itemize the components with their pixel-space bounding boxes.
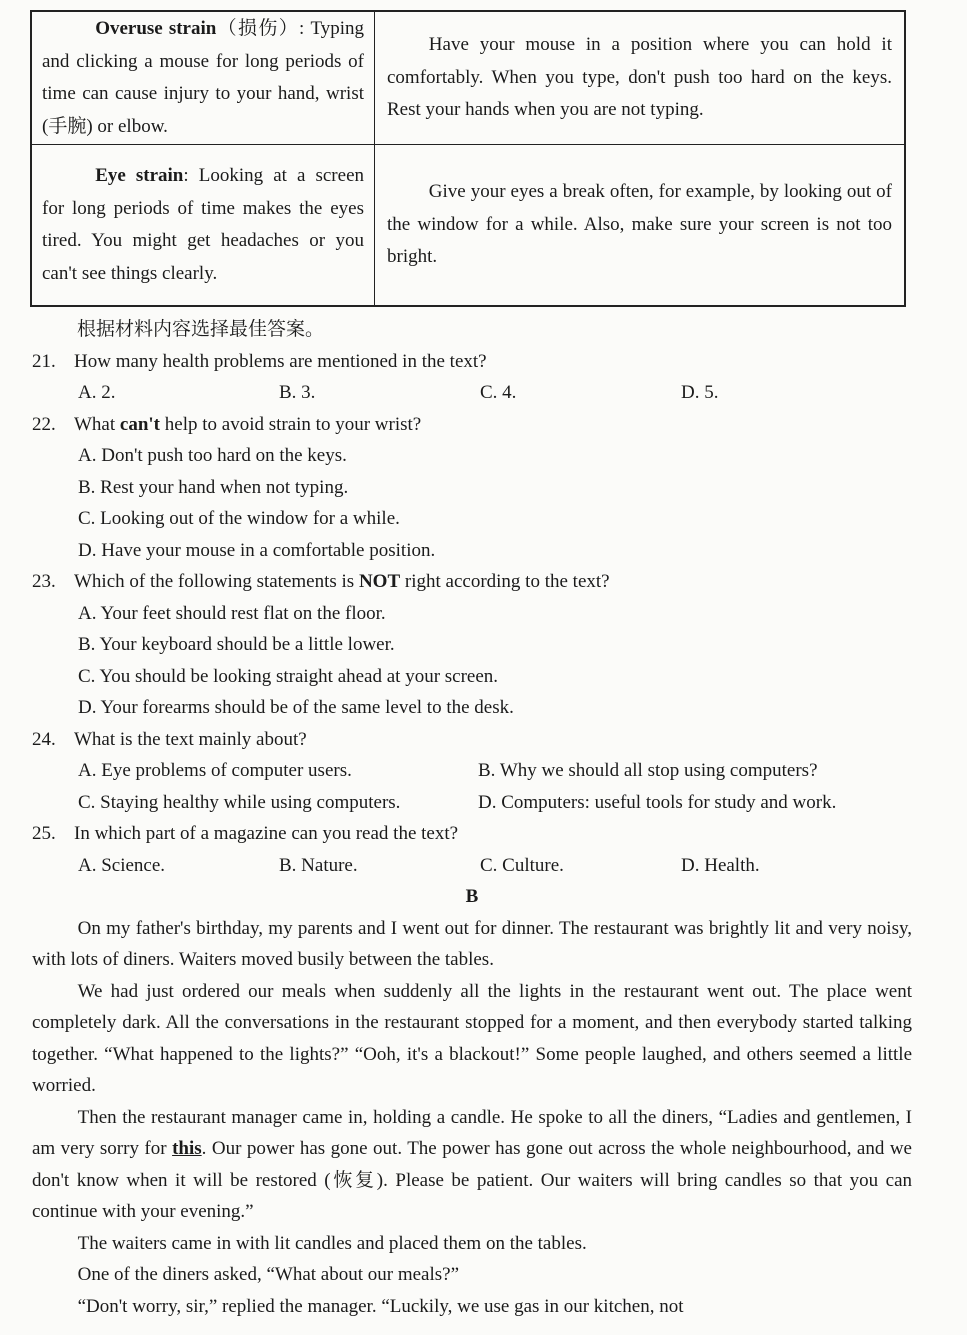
option[interactable]: D. 5. xyxy=(681,382,719,403)
option[interactable]: A. Science. xyxy=(78,854,166,876)
underlined-word: this xyxy=(172,1138,202,1159)
advice-text: Have your mouse in a position where you can hold it comfortably. When you type, don't push too hard on the keys. Rest your hands when you are not typing. xyxy=(387,34,892,121)
option[interactable]: B. Nature. xyxy=(279,854,358,876)
question-text: In which part of a magazine can you read the text? xyxy=(74,823,459,844)
table-row-overuse xyxy=(31,11,905,145)
options-24-row2 xyxy=(32,787,912,819)
question-22 xyxy=(32,409,912,441)
question-number: 21. xyxy=(32,350,56,372)
question-23 xyxy=(32,566,912,598)
question-text-post: help to avoid strain to your wrist? xyxy=(160,413,422,435)
question-number: 25. xyxy=(32,823,56,844)
table-row-eye xyxy=(31,145,905,307)
problem-text: Looking at a screen for long periods of time makes the eyes tired. You might get headaches or you can't see things clearly. xyxy=(42,165,365,284)
paragraph: One of the diners asked, “What about our meals?” xyxy=(77,1264,460,1285)
problem-cell xyxy=(31,11,375,145)
question-25 xyxy=(32,818,912,850)
options-21 xyxy=(32,377,912,409)
option[interactable]: C. You should be looking straight ahead at your screen. xyxy=(78,665,499,687)
option[interactable]: B. Your keyboard should be a little lower. xyxy=(78,634,395,655)
section-title: B xyxy=(465,886,479,907)
emphasis-word: can't xyxy=(119,413,161,435)
paragraph-text: . Our power has gone out. The power has gone out across the whole neighbourhood, and we don't know when it will be restored (恢复). Please be patient. Our waiters will bring candles so that you can continue with your evening.” xyxy=(32,1138,912,1222)
instruction: 根据材料内容选择最佳答案。 xyxy=(77,319,325,340)
question-24 xyxy=(32,724,912,756)
question-number: 24. xyxy=(32,728,56,750)
option[interactable]: B. 3. xyxy=(279,382,316,403)
option[interactable]: B. Why we should all stop using computers? xyxy=(478,760,818,781)
option[interactable]: A. Eye problems of computer users. xyxy=(78,760,352,781)
term-suffix: : xyxy=(183,165,189,186)
problem-text: Typing and clicking a mouse for long periods of time can cause injury to your hand, wrist (手腕) or elbow. xyxy=(42,18,365,137)
paragraph-text: Then the restaurant manager came in, holding a candle. He spoke to all the diners, “Ladies and gentlemen, I am very sorry for xyxy=(32,1106,912,1159)
options-25 xyxy=(32,850,912,882)
option[interactable]: C. 4. xyxy=(480,382,517,403)
questions-area xyxy=(32,314,912,1322)
question-number: 23. xyxy=(32,571,56,592)
term-suffix: （损伤）: xyxy=(216,18,305,39)
term-label: Overuse strain xyxy=(95,18,217,39)
option[interactable]: B. Rest your hand when not typing. xyxy=(78,476,349,498)
paragraph: On my father's birthday, my parents and I went out for dinner. The restaurant was brightly lit and very noisy, with lots of diners. Waiters moved busily between the tables. xyxy=(32,917,912,970)
option[interactable]: D. Health. xyxy=(681,854,760,876)
question-number: 22. xyxy=(32,413,56,435)
health-tips-table xyxy=(30,10,906,307)
paragraph: “Don't worry, sir,” replied the manager. “Luckily, we use gas in our kitchen, not xyxy=(77,1295,684,1317)
option[interactable]: D. Your forearms should be of the same level to the desk. xyxy=(78,697,514,718)
paragraph xyxy=(32,1102,912,1228)
option[interactable]: C. Culture. xyxy=(480,854,564,876)
option[interactable]: C. Staying healthy while using computers. xyxy=(78,791,401,813)
question-text-post: right according to the text? xyxy=(400,571,610,592)
paragraph: We had just ordered our meals when suddenly all the lights in the restaurant went out. The place went completely dark. All the conversations in the restaurant stopped for a moment, and then everybody started talking together. “What happened to the lights?” “Ooh, it's a blackout!” Some people laughed, and others seemed a little worried. xyxy=(32,980,912,1096)
options-24-row1 xyxy=(32,755,912,787)
question-text-pre: What xyxy=(74,413,120,435)
option[interactable]: D. Computers: useful tools for study and work. xyxy=(478,791,837,813)
option[interactable]: C. Looking out of the window for a while. xyxy=(78,508,400,529)
option[interactable]: D. Have your mouse in a comfortable position. xyxy=(78,539,436,561)
question-text-pre: Which of the following statements is xyxy=(74,571,359,592)
advice-cell xyxy=(375,145,906,307)
advice-text: Give your eyes a break often, for example, by looking out of the window for a while. Also, make sure your screen is not too bright. xyxy=(387,181,892,268)
advice-cell xyxy=(375,11,906,145)
emphasis-word: NOT xyxy=(358,571,401,592)
paragraph: The waiters came in with lit candles and placed them on the tables. xyxy=(77,1232,587,1254)
question-text: How many health problems are mentioned in the text? xyxy=(74,350,487,372)
option[interactable]: A. Your feet should rest flat on the floor. xyxy=(78,602,386,624)
term-label: Eye strain xyxy=(95,165,184,186)
question-21 xyxy=(32,346,912,378)
option[interactable]: A. Don't push too hard on the keys. xyxy=(78,445,347,466)
question-text: What is the text mainly about? xyxy=(74,728,307,750)
option[interactable]: A. 2. xyxy=(78,382,116,403)
problem-cell xyxy=(31,145,375,307)
